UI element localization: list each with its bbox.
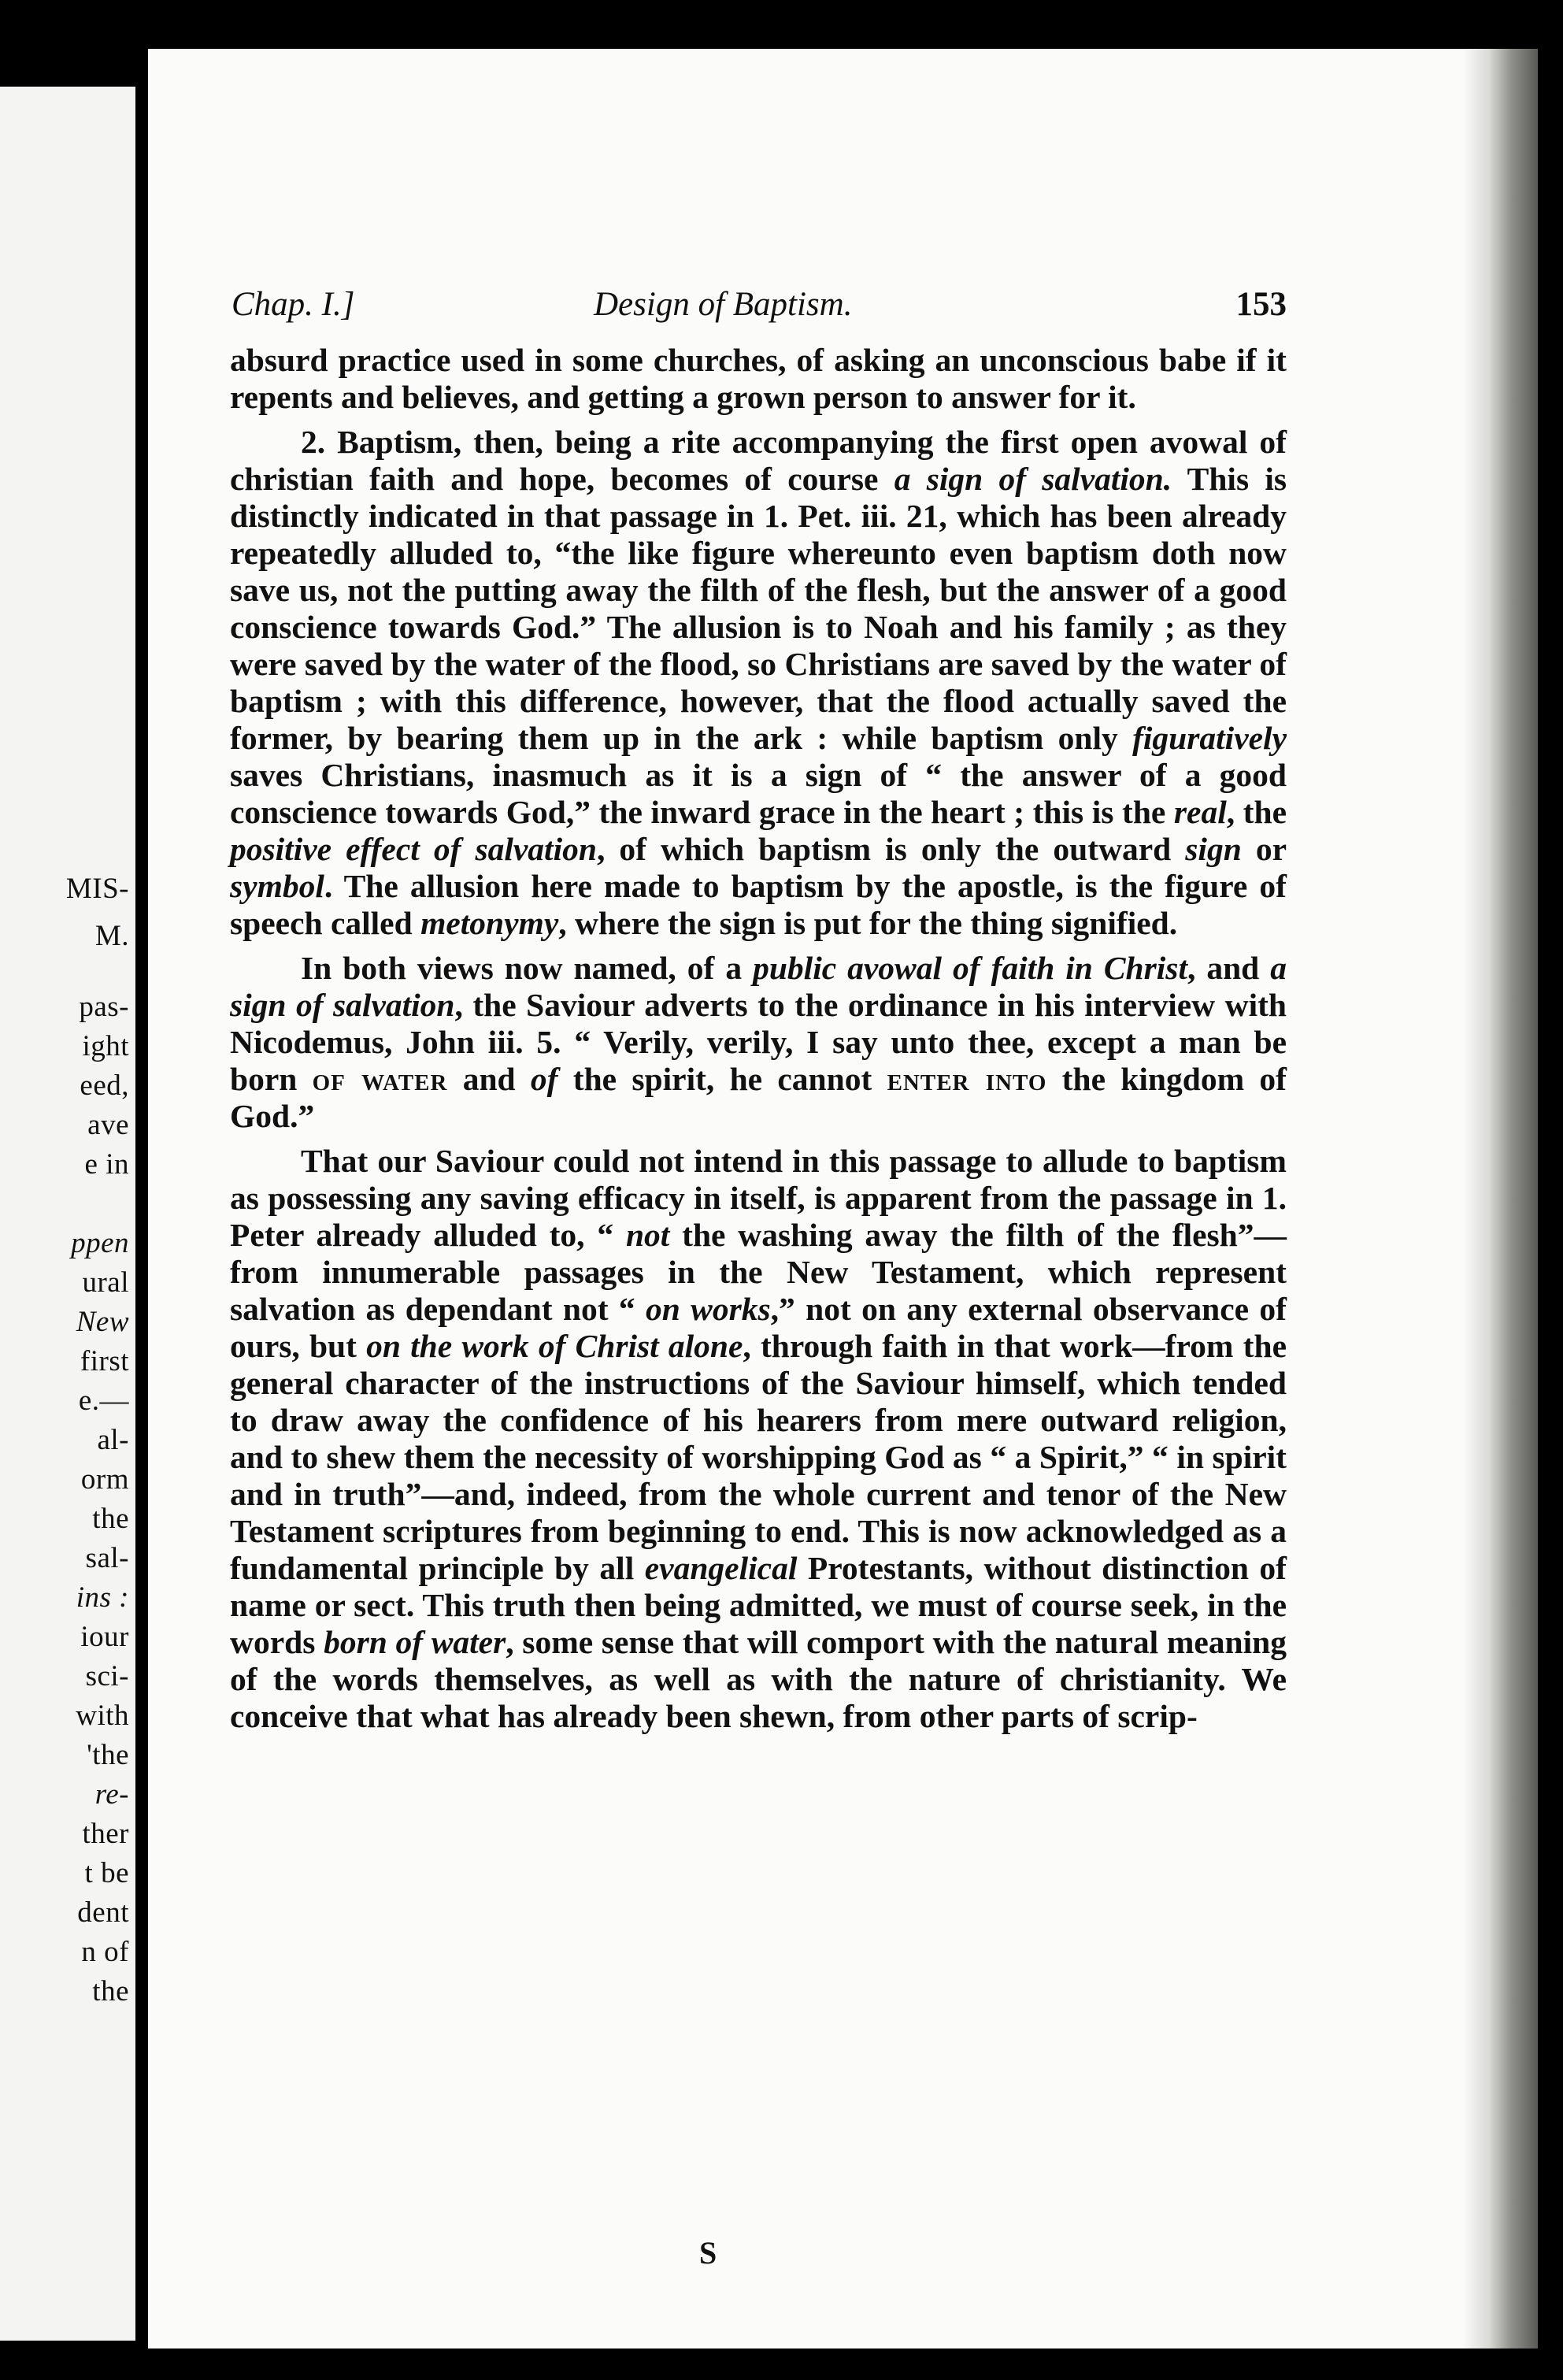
left-page-fragment-text: first: [80, 1345, 129, 1377]
signature-mark: S: [699, 2235, 717, 2271]
left-page-fragment-text: sci-: [85, 1660, 129, 1692]
left-page-fragment: [0, 87, 135, 2341]
left-page-fragment-text: ight: [82, 1030, 129, 1062]
left-page-fragment-text: al-: [97, 1424, 129, 1456]
left-page-fragment-text: ppen: [71, 1227, 129, 1259]
left-page-fragment-text: pas-: [79, 991, 129, 1023]
running-title: Design of Baptism.: [594, 286, 853, 323]
left-page-fragment-text: iour: [80, 1621, 129, 1653]
running-head: [231, 285, 1287, 340]
left-page-fragment-text: sal-: [85, 1542, 129, 1574]
left-page-fragment-text: ins :: [76, 1581, 129, 1614]
body-text: [230, 342, 1287, 1743]
paragraph-1: absurd practice used in some churches, of asking an unconscious babe if it repents and believes, and getting a grown person to answer for it.: [230, 342, 1287, 415]
left-page-fragment-text: ural: [82, 1266, 129, 1299]
left-page-fragment-text: orm: [80, 1463, 129, 1496]
left-page-fragment-text: ther: [82, 1818, 129, 1850]
paragraph-3: In both views now named, of a public avowal of faith in Christ, and a sign of salvation, the Saviour adverts to the ordinance in his interview with Nicodemus, John iii. 5. “ Verily, verily, I say unto thee, except a man be born of water and of the spirit, he cannot enter into the kingdom of God.”: [230, 950, 1287, 1134]
left-page-fragment-text: ave: [87, 1109, 129, 1141]
left-page-fragment-text: dent: [77, 1896, 129, 1929]
left-page-fragment-text: the: [92, 1975, 129, 2007]
paragraph-2: 2. Baptism, then, being a rite accompanying the first open avowal of christian faith and hope, becomes of course a sign of salvation. This is distinctly indicated in that passage in 1. Pet. iii. 21, which has been already repeatedly alluded to, “the like figure whereunto even baptism doth now save us, not the putting away the filth of the flesh, but the answer of a good conscience towards God.” The allusion is to Noah and his family ; as they were saved by the water of the flood, so Christians are saved by the water of baptism ; with this difference, however, that the flood actually saved the former, by bearing them up in the ark : while baptism only figuratively saves Christians, inasmuch as it is a sign of “ the answer of a good conscience towards God,” the inward grace in the heart ; this is the real, the positive effect of salvation, of which baptism is only the outward sign or symbol. The allusion here made to baptism by the apostle, is the figure of speech called metonymy, where the sign is put for the thing signified.: [230, 424, 1287, 941]
left-page-fragment-text: re-: [94, 1778, 129, 1811]
left-page-fragment-text: MIS-: [65, 873, 129, 905]
page-gutter-shadow: [1463, 49, 1538, 2348]
left-page-fragment-text: e in: [84, 1148, 129, 1181]
chapter-label: Chap. I.]: [231, 286, 355, 323]
left-page-fragment-text: M.: [94, 920, 129, 952]
left-page-fragment-text: the: [92, 1503, 129, 1535]
left-page-fragment-text: e.—: [78, 1385, 129, 1417]
left-page-fragment-text: t be: [84, 1857, 129, 1889]
left-page-fragment-text: with: [76, 1700, 129, 1732]
book-page: [148, 49, 1538, 2348]
left-page-fragment-text: 'the: [87, 1739, 129, 1771]
left-page-fragment-text: eed,: [80, 1070, 129, 1102]
paragraph-4: That our Saviour could not intend in this passage to allude to baptism as possessing any saving efficacy in itself, is apparent from the passage in 1. Peter already alluded to, “ not the washing away the filth of the flesh”—from innumerable passages in the New Testament, which represent salvation as dependant not “ on works,” not on any external observance of ours, but on the work of Christ alone, through faith in that work—from the general character of the instructions of the Saviour himself, which tended to draw away the confidence of his hearers from mere outward religion, and to shew them the necessity of worshipping God as “ a Spirit,” “ in spirit and in truth”—and, indeed, from the whole current and tenor of the New Testament scriptures from beginning to end. This is now acknowledged as a fundamental principle by all evangelical Protestants, without distinction of name or sect. This truth then being admitted, we must of course seek, in the words born of water, some sense that will comport with the natural meaning of the words themselves, as well as with the nature of christianity. We conceive that what has already been shewn, from other parts of scrip-: [230, 1143, 1287, 1734]
page-number: 153: [1235, 286, 1287, 323]
left-page-fragment-text: New: [76, 1306, 129, 1338]
left-page-fragment-text: n of: [81, 1936, 129, 1968]
